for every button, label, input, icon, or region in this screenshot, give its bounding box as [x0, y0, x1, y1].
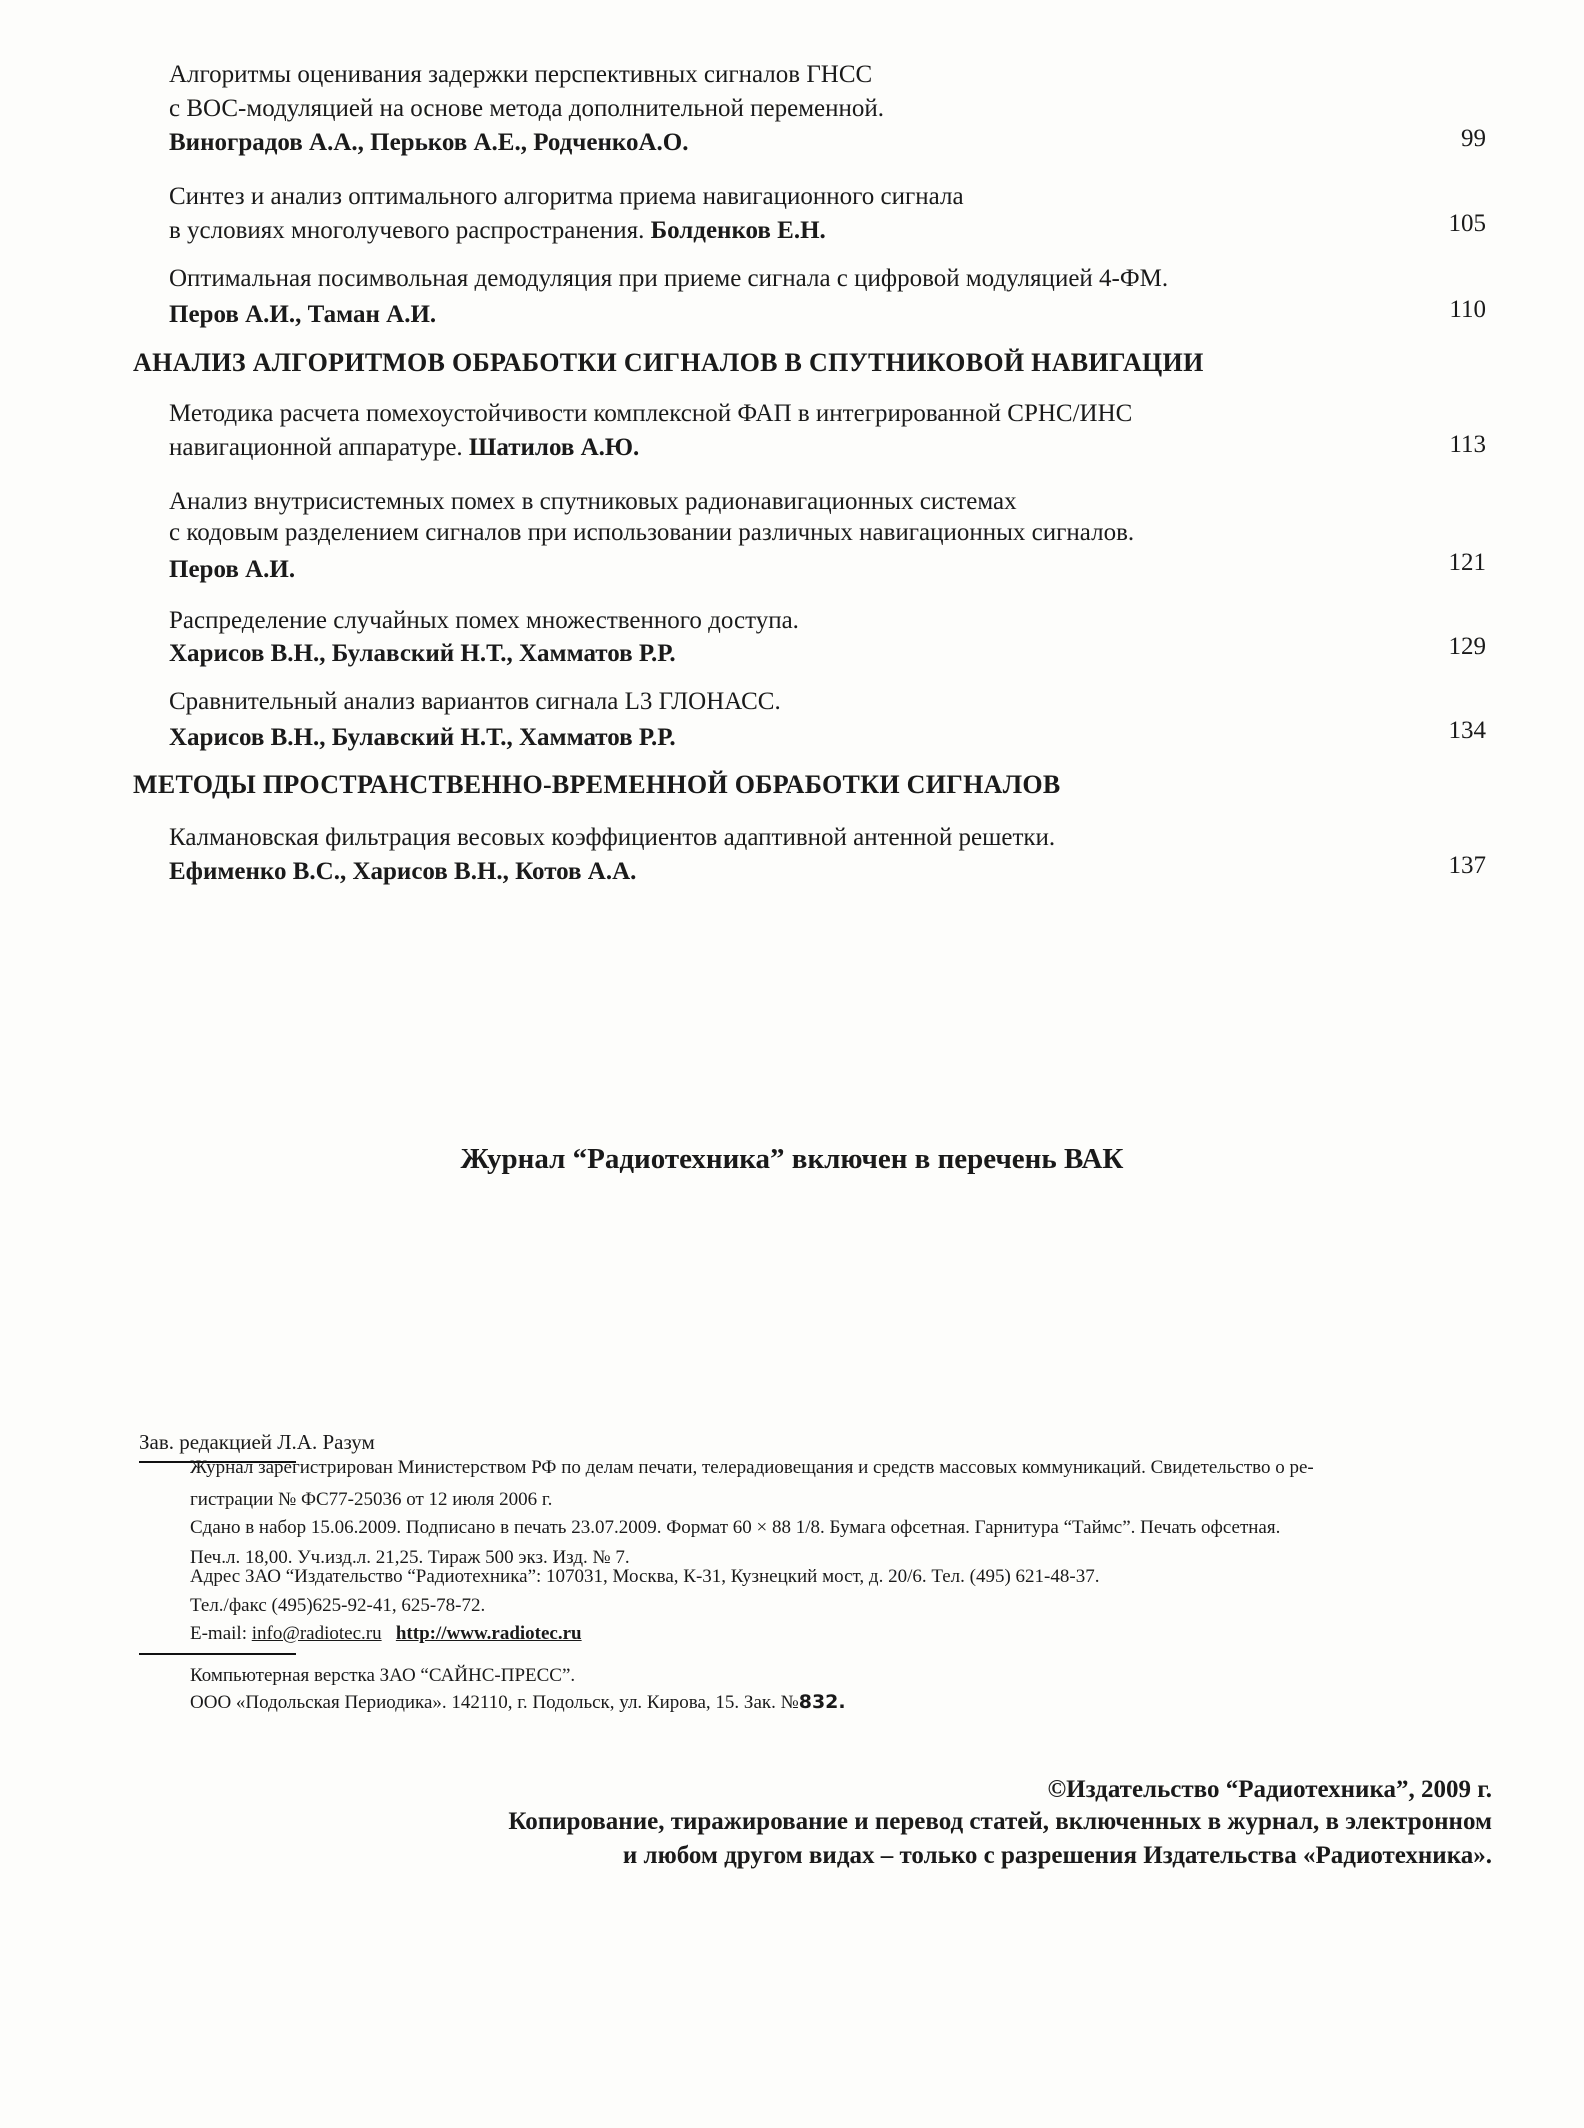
toc-entry-authors: Виноградов А.А., Перьков А.Е., РодченкоА.О. [169, 129, 689, 156]
toc-entry-title: в условиях многолучевого распространения. [169, 217, 645, 244]
toc-page-number[interactable]: 134 [1448, 717, 1486, 744]
toc-entry-title: навигационной аппаратуре. [169, 434, 463, 461]
layout-credit: Компьютерная верстка ЗАО “САЙНС-ПРЕСС”. [190, 1665, 576, 1686]
printer-text: ООО «Подольская Периодика». 142110, г. Подольск, ул. Кирова, 15. Зак. № [190, 1692, 799, 1713]
toc-entry-title: Методика расчета помехоустойчивости комплексной ФАП в интегрированной СРНС/ИНС [169, 400, 1133, 427]
toc-entry-title: с кодовым разделением сигналов при использовании различных навигационных сигналов. [169, 519, 1135, 546]
email-link[interactable]: info@radiotec.ru [251, 1623, 382, 1644]
toc-entry-authors: Харисов В.Н., Булавский Н.Т., Хамматов Р.Р. [169, 640, 676, 667]
toc-entry-title: с ВОС-модуляцией на основе метода дополнительной переменной. [169, 95, 885, 122]
imprint-line: Журнал зарегистрирован Министерством РФ по делам печати, телерадиовещания и средств массовых коммуникаций. Свидетельство о ре- [190, 1457, 1314, 1478]
toc-entry-title: Калмановская фильтрация весовых коэффициентов адаптивной антенной решетки. [169, 824, 1056, 851]
toc-section-heading: АНАЛИЗ АЛГОРИТМОВ ОБРАБОТКИ СИГНАЛОВ В СПУТНИКОВОЙ НАВИГАЦИИ [133, 348, 1204, 377]
toc-entry-authors: Ефименко В.С., Харисов В.Н., Котов А.А. [169, 858, 637, 885]
toc-entry-line [169, 216, 826, 246]
imprint-line: Сдано в набор 15.06.2009. Подписано в печать 23.07.2009. Формат 60 × 88 1/8. Бумага офсетная. Гарнитура “Таймс”. Печать офсетная. [190, 1517, 1281, 1538]
toc-entry-authors: Шатилов А.Ю. [468, 434, 640, 461]
vak-notice: Журнал “Радиотехника” включен в перечень ВАК [460, 1143, 1124, 1175]
toc-entry-authors: Болденков Е.Н. [650, 217, 826, 244]
imprint-line: Тел./факс (495)625-92-41, 625-78-72. [190, 1595, 486, 1616]
toc-entry-title: Оптимальная посимвольная демодуляция при приеме сигнала с цифровой модуляцией 4-ФМ. [169, 265, 1169, 292]
printer-credit [190, 1690, 846, 1715]
toc-entry-title: Анализ внутрисистемных помех в спутниковых радионавигационных системах [169, 488, 1017, 515]
toc-entry-title: Сравнительный анализ вариантов сигнала L3 ГЛОНАСС. [169, 688, 781, 715]
imprint-line: Печ.л. 18,00. Уч.изд.л. 21,25. Тираж 500 экз. Изд. № 7. [190, 1547, 630, 1568]
copyright-line: ©Издательство “Радиотехника”, 2009 г. [1047, 1776, 1492, 1803]
toc-section-heading: МЕТОДЫ ПРОСТРАНСТВЕННО-ВРЕМЕННОЙ ОБРАБОТКИ СИГНАЛОВ [133, 770, 1061, 799]
website-link[interactable]: http://www.radiotec.ru [395, 1623, 582, 1644]
toc-page-number[interactable]: 129 [1448, 633, 1486, 660]
toc-entry-authors: Перов А.И. [169, 556, 296, 583]
toc-page-number[interactable]: 121 [1448, 549, 1486, 576]
imprint-line: Адрес ЗАО “Издательство “Радиотехника”: 107031, Москва, К-31, Кузнецкий мост, д. 20/6. Тел. (495) 621-48-37. [190, 1566, 1100, 1587]
toc-entry-authors: Харисов В.Н., Булавский Н.Т., Хамматов Р.Р. [169, 724, 676, 751]
order-number: 832. [798, 1691, 846, 1713]
toc-entry-line [169, 433, 639, 463]
toc-page-number[interactable]: 137 [1448, 852, 1486, 879]
editor-credit: Зав. редакцией Л.А. Разум [139, 1430, 375, 1454]
imprint-contacts [190, 1622, 582, 1646]
email-label: E-mail: [190, 1623, 247, 1644]
toc-entry-title: Синтез и анализ оптимального алгоритма приема навигационного сигнала [169, 183, 964, 210]
toc-page-number[interactable]: 110 [1449, 296, 1486, 323]
copyright-notice: и любом другом видах – только с разрешения Издательства «Радиотехника». [622, 1842, 1492, 1869]
toc-entry-authors: Перов А.И., Таман А.И. [169, 301, 437, 328]
toc-page-number[interactable]: 99 [1461, 125, 1486, 152]
imprint-line: гистрации № ФС77-25036 от 12 июля 2006 г. [190, 1489, 553, 1510]
toc-page-number[interactable]: 105 [1448, 210, 1486, 237]
toc-page-number[interactable]: 113 [1449, 431, 1486, 458]
copyright-notice: Копирование, тиражирование и перевод статей, включенных в журнал, в электронном [508, 1808, 1492, 1835]
divider [139, 1653, 296, 1655]
toc-entry-title: Алгоритмы оценивания задержки перспективных сигналов ГНСС [169, 61, 873, 88]
toc-entry-title: Распределение случайных помех множественного доступа. [169, 607, 799, 634]
